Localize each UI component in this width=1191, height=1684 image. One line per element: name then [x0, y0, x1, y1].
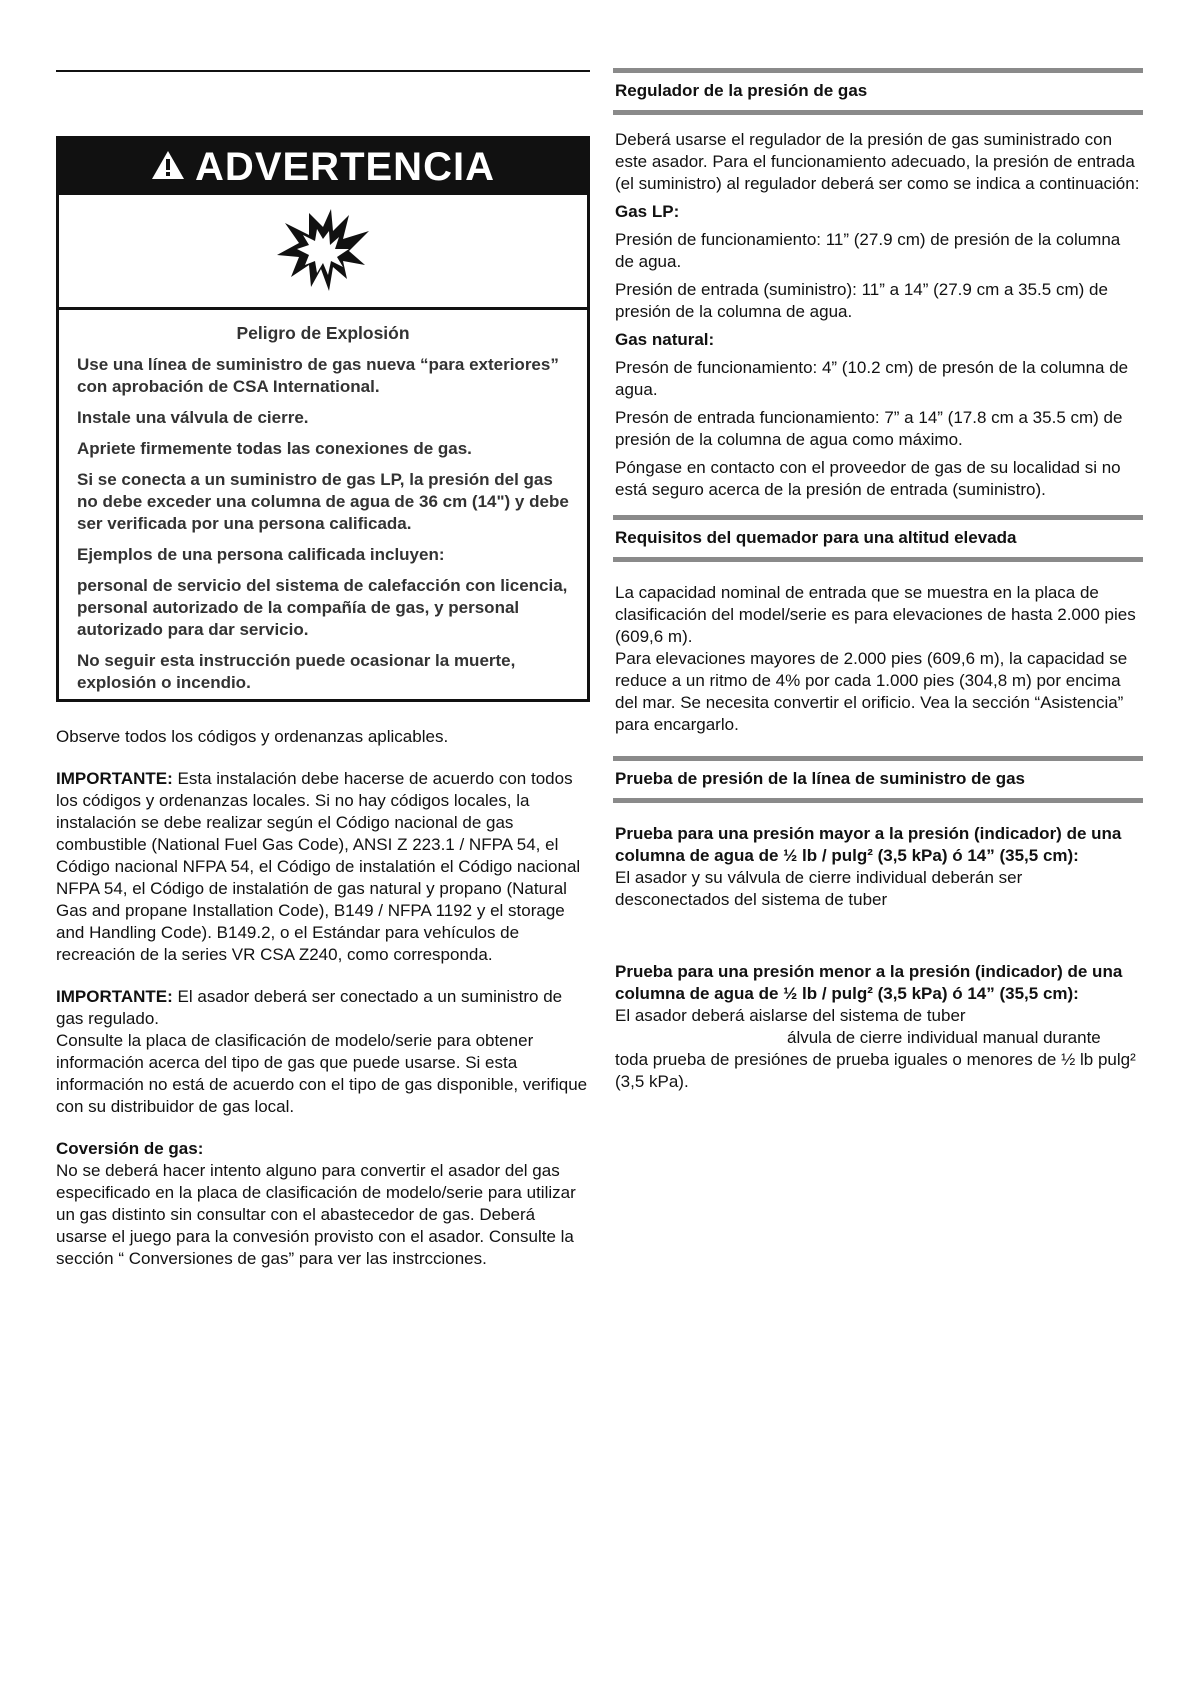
test-low-text-1: El asador deberá aislarse del sistema de tuber: [615, 1006, 966, 1025]
lp-gas-title: Gas LP:: [615, 202, 680, 221]
warning-item: Use una línea de suministro de gas nueva “para exteriores” con aprobación de CSA International.: [77, 355, 559, 396]
warning-item: Ejemplos de una persona calificada incluyen:: [77, 545, 445, 564]
test-low-text-2: álvula de cierre individual manual durante: [787, 1028, 1101, 1047]
warning-item: personal de servicio del sistema de calefacción con licencia, personal autorizado de la compañía de gas, y personal autorizado para dar servicio.: [77, 576, 568, 639]
test-low-title: Prueba para una presión menor a la presión (indicador) de una columna de agua de ½ lb / pulg² (3,5 kPa) ó 14” (35,5 cm):: [615, 962, 1123, 1003]
explosion-icon: [59, 195, 587, 310]
ng-inlet-pressure: Presón de entrada funcionamiento: 7” a 14” (17.8 cm a 35.5 cm) de presión de la columna de agua como máximo.: [615, 408, 1123, 449]
regulator-intro: Deberá usarse el regulador de la presión de gas suministrado con este asador. Para el funcionamiento adecuado, la presión de entrada (el suministro) al regulador deberá ser como se indica a continuación:: [615, 130, 1140, 193]
section-title-altitude: Requisitos del quemador para una altitud elevada: [615, 528, 1017, 547]
test-high-text: El asador y su válvula de cierre individual deberán ser desconectados del sistema de tuber: [615, 868, 1023, 909]
warning-item: Apriete firmemente todas las conexiones de gas.: [77, 439, 472, 458]
warning-box: [56, 136, 590, 702]
warning-item: No seguir esta instrucción puede ocasionar la muerte, explosión o incendio.: [77, 651, 516, 692]
test-high-title: Prueba para una presión mayor a la presión (indicador) de una columna de agua de ½ lb / pulg² (3,5 kPa) ó 14” (35,5 cm):: [615, 824, 1122, 865]
warning-item: Si se conecta a un suministro de gas LP, la presión del gas no debe exceder una columna de agua de 36 cm (14") y debe ser verificada por una persona calificada.: [77, 470, 569, 533]
natural-gas-title: Gas natural:: [615, 330, 715, 349]
section-title-pressure-test: Prueba de presión de la línea de suministro de gas: [615, 769, 1026, 788]
conversion-title: Coversión de gas:: [56, 1139, 204, 1158]
lp-operating-pressure: Presión de funcionamiento: 11” (27.9 cm) de presión de la columna de agua.: [615, 230, 1121, 271]
right-column: [613, 68, 1143, 1093]
section-title-regulator: Regulador de la presión de gas: [615, 81, 868, 100]
important-label: IMPORTANTE:: [56, 769, 173, 788]
paragraph-important-1: [56, 768, 590, 966]
warning-triangle-icon: [151, 145, 185, 190]
paragraph-consult: Consulte la placa de clasificación de modelo/serie para obtener información acerca del tipo de gas que puede usarse. Si esta información no está de acuerdo con el tipo de gas disponible, verifique con su distribuidor de gas local.: [56, 1031, 588, 1116]
warning-header: [59, 139, 587, 195]
warning-header-text: ADVERTENCIA: [195, 144, 495, 189]
lp-inlet-pressure: Presión de entrada (suministro): 11” a 14” (27.9 cm a 35.5 cm) de presión de la columna de agua.: [615, 280, 1108, 321]
important-label: IMPORTANTE:: [56, 987, 173, 1006]
test-low-text-3: toda prueba de presiónes de prueba iguales o menores de ½ lb pulg² (3,5 kPa).: [615, 1050, 1136, 1091]
important-text: El asador deberá ser conectado a un suministro de gas regulado.: [56, 987, 563, 1028]
paragraph-important-2: [56, 986, 590, 1030]
altitude-paragraph-2: Para elevaciones mayores de 2.000 pies (609,6 m), la capacidad se reduce a un ritmo de 4% por cada 1.000 pies (304,8 m) por encima del mar. Se necesita convertir el orificio. Vea la sección “Asistencia” para encargarlo.: [615, 649, 1128, 734]
altitude-paragraph-1: La capacidad nominal de entrada que se muestra en la placa de clasificación del model/serie es para elevaciones de hasta 2.000 pies (609,6 m).: [615, 583, 1136, 646]
left-column: [56, 726, 590, 1270]
warning-title: Peligro de Explosión: [236, 323, 410, 343]
warning-item: Instale una válvula de cierre.: [77, 408, 309, 427]
top-rule: [56, 70, 590, 72]
ng-operating-pressure: Presón de funcionamiento: 4” (10.2 cm) de presón de la columna de agua.: [615, 358, 1129, 399]
important-text: Esta instalación debe hacerse de acuerdo con todos los códigos y ordenanzas locales. Si no hay códigos locales, la instalación se debe realizar según el Código nacional de gas combustible (National Fuel Gas Code), ANSI Z 223.1 / NFPA 54, el Código nacional NFPA 54, el Código de instalatión el Código nacional NFPA 54, el Código de instalatión de gas natural y propano (Natural Gas and propane Installation Code), B149 / NFPA 1192 y el storage and Handling Code). B149.2, o el Estándar para vehículos de recreación de la series VR CSA Z240, como corresponda.: [56, 769, 581, 964]
conversion-text: No se deberá hacer intento alguno para convertir el asador del gas especificado en la placa de clasificación de modelo/serie para utilizar un gas distinto sin consultar con el abastecedor de gas. Deberá usarse el juego para la convesión provisto con el asador. Consulte la sección “ Conversiones de gas” para ver las instrcciones.: [56, 1161, 576, 1268]
paragraph-observe: Observe todos los códigos y ordenanzas aplicables.: [56, 727, 449, 746]
ng-contact-supplier: Póngase en contacto con el proveedor de gas de su localidad si no está seguro acerca de la presión de entrada (suministro).: [615, 458, 1121, 499]
